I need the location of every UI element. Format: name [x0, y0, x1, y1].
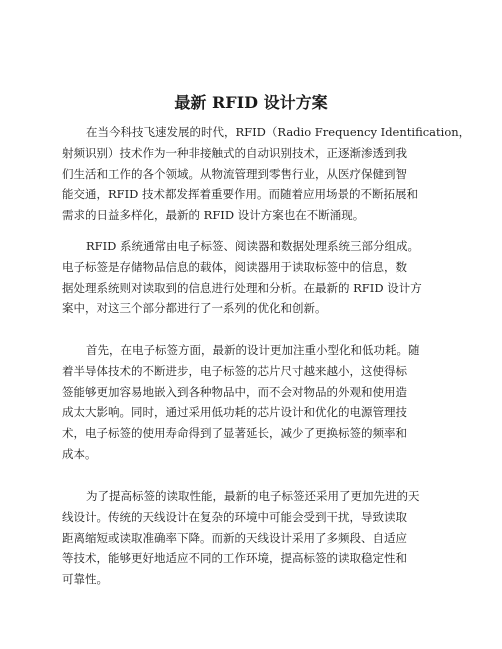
paragraph-2 [62, 236, 446, 319]
paragraph-line: 着半导体技术的不断进步，电子标签的芯片尺寸越来越小，这使得标 [62, 363, 407, 378]
paragraph-line: 距离缩短或读取准确率下降。而新的天线设计采用了多频段、自适应 [62, 530, 407, 545]
paragraph-line: 在当今科技飞速发展的时代，RFID（Radio Frequency Identification， [86, 125, 471, 139]
paragraph-line: 案中，对这三个部分都进行了一系列的优化和创新。 [62, 301, 327, 316]
paragraph-line: 据处理系统则对读取到的信息进行处理和分析。在最新的 RFID 设计方 [62, 280, 422, 295]
paragraph-line: 为了提高标签的读取性能，最新的电子标签还采用了更加先进的天 [86, 489, 420, 503]
paragraph-line: 签能够更加容易地嵌入到各种物品中，而不会对物品的外观和使用造 [62, 384, 407, 399]
paragraph-line: 术，电子标签的使用寿命得到了显著延长，减少了更换标签的频率和 [62, 426, 407, 441]
paragraph-line: 成太大影响。同时，通过采用低功耗的芯片设计和优化的电源管理技 [62, 405, 407, 420]
document-title: 最新 RFID 设计方案 [174, 93, 328, 112]
paragraph-line: 线设计。传统的天线设计在复杂的环境中可能会受到干扰，导致读取 [62, 509, 407, 524]
paragraph-line: 射频识别）技术作为一种非接触式的自动识别技术，正逐渐渗透到我 [62, 145, 407, 160]
paragraph-3 [62, 340, 446, 465]
paragraph-line: 成本。 [62, 446, 97, 461]
paragraph-line: 首先，在电子标签方面，最新的设计更加注重小型化和低功耗。随 [86, 343, 420, 357]
paragraph-line: RFID 系统通常由电子标签、阅读器和数据处理系统三部分组成。 [86, 239, 420, 253]
paragraph-4 [62, 486, 446, 590]
paragraph-line: 需求的日益多样化，最新的 RFID 设计方案也在不断涌现。 [62, 208, 365, 223]
paragraph-line: 能交通，RFID 技术都发挥着重要作用。而随着应用场景的不断拓展和 [62, 187, 419, 202]
paragraph-1 [62, 122, 471, 226]
paragraph-line: 们生活和工作的各个领域。从物流管理到零售行业，从医疗保健到智 [62, 166, 407, 181]
paragraph-line: 等技术，能够更好地适应不同的工作环境，提高标签的读取稳定性和 [62, 551, 407, 566]
paragraph-line: 可靠性。 [62, 572, 108, 587]
paragraph-line: 电子标签是存储物品信息的载体，阅读器用于读取标签中的信息，数 [62, 259, 407, 274]
